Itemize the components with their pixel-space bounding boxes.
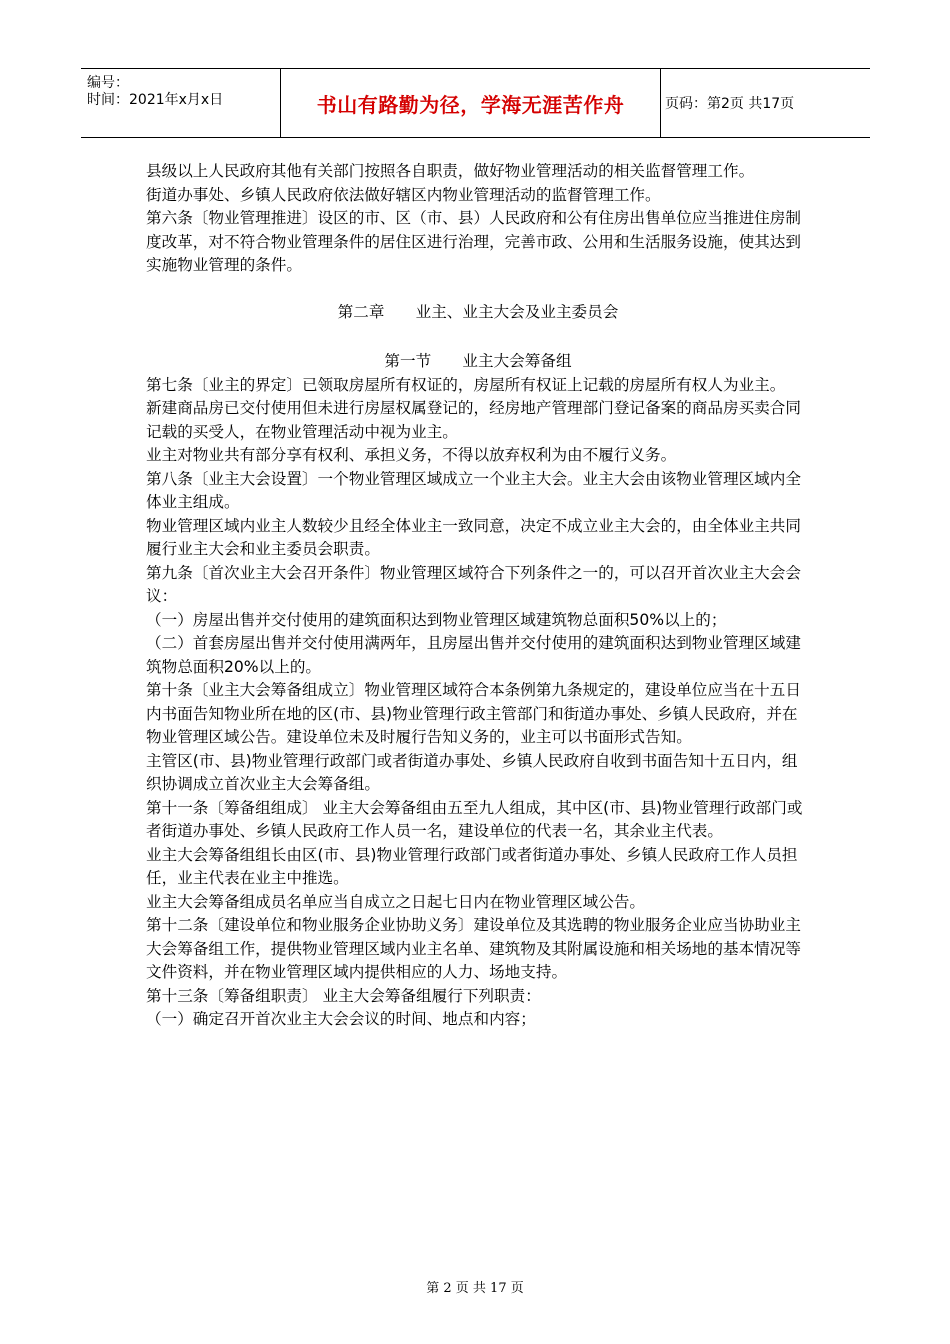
paragraph: 业主对物业共有部分享有权利、承担义务，不得以放弃权利为由不履行义务。 [146, 446, 677, 464]
document-number-label: 编号： [87, 75, 129, 91]
paragraph: 第十二条〔建设单位和物业服务企业协助义务〕建设单位及其选聘的物业服务企业应当协助业主大会筹备组工作，提供物业管理区域内业主名单、建筑物及其附属设施和相关场地的基本情况等文件资料，并在物业管理区域内提供相应的人力、场地支持。 [146, 916, 801, 981]
paragraph: 第十三条〔筹备组职责〕 业主大会筹备组履行下列职责： [146, 986, 541, 1005]
paragraph: （一）确定召开首次业主大会会议的时间、地点和内容； [146, 1010, 536, 1028]
paragraph: 物业管理区域内业主人数较少且经全体业主一致同意，决定不成立业主大会的，由全体业主共同履行业主大会和业主委员会职责。 [146, 516, 801, 558]
chapter-title: 第二章 业主、业主大会及业主委员会 [337, 303, 619, 321]
header-motto: 书山有路勤为径，学海无涯苦作舟 [281, 69, 661, 137]
document-body [146, 160, 810, 1032]
paragraph: 第九条〔首次业主大会召开条件〕物业管理区域符合下列条件之一的，可以召开首次业主大会会议： [146, 563, 801, 605]
section-title: 第一节 业主大会筹备组 [384, 352, 572, 370]
paragraph: 第八条〔业主大会设置〕一个物业管理区域成立一个业主大会。业主大会由该物业管理区域内全体业主组成。 [146, 469, 801, 511]
spacer [146, 278, 810, 302]
paragraph: 第十一条〔筹备组组成〕 业主大会筹备组由五至九人组成，其中区(市、县)物业管理行政部门或者街道办事处、乡镇人民政府工作人员一名，建设单位的代表一名，其余业主代表。 [146, 798, 803, 840]
paragraph: 业主大会筹备组组长由区(市、县)物业管理行政部门或者街道办事处、乡镇人民政府工作人员担任，业主代表在业主中推选。 [146, 845, 798, 887]
paragraph: 县级以上人民政府其他有关部门按照各自职责，做好物业管理活动的相关监督管理工作。 [146, 162, 755, 180]
paragraph: 新建商品房已交付使用但未进行房屋权属登记的，经房地产管理部门登记备案的商品房买卖合同记载的买受人，在物业管理活动中视为业主。 [146, 399, 801, 441]
paragraph: （一）房屋出售并交付使用的建筑面积达到物业管理区域建筑物总面积50%以上的； [146, 610, 727, 629]
page-footer: 第 2 页 共 17 页 [426, 1281, 524, 1296]
header-page-label: 页码：第2页 共17页 [665, 96, 795, 112]
header-info-cell [81, 69, 281, 137]
paragraph: 第十条〔业主大会筹备组成立〕物业管理区域符合本条例第九条规定的，建设单位应当在十五日内书面告知物业所在地的区(市、县)物业管理行政主管部门和街道办事处、乡镇人民政府，并在物业管理区域公告。建设单位未及时履行告知义务的，业主可以书面形式告知。 [146, 681, 801, 746]
paragraph: （二）首套房屋出售并交付使用满两年，且房屋出售并交付使用的建筑面积达到物业管理区域建筑物总面积20%以上的。 [146, 634, 801, 676]
paragraph: 第六条〔物业管理推进〕设区的市、区（市、县）人民政府和公有住房出售单位应当推进住房制度改革，对不符合物业管理条件的居住区进行治理，完善市政、公用和生活服务设施，使其达到实施物业管理的条件。 [146, 209, 801, 274]
spacer [146, 325, 810, 349]
paragraph: 街道办事处、乡镇人民政府依法做好辖区内物业管理活动的监督管理工作。 [146, 185, 661, 204]
paragraph: 第七条〔业主的界定〕已领取房屋所有权证的，房屋所有权证上记载的房屋所有权人为业主。 [146, 375, 786, 394]
paragraph: 主管区(市、县)物业管理行政部门或者街道办事处、乡镇人民政府自收到书面告知十五日内，组织协调成立首次业主大会筹备组。 [146, 751, 798, 793]
page-header [81, 68, 870, 138]
paragraph: 业主大会筹备组成员名单应当自成立之日起七日内在物业管理区域公告。 [146, 892, 646, 911]
document-time-label: 时间：2021年x月x日 [87, 92, 224, 108]
